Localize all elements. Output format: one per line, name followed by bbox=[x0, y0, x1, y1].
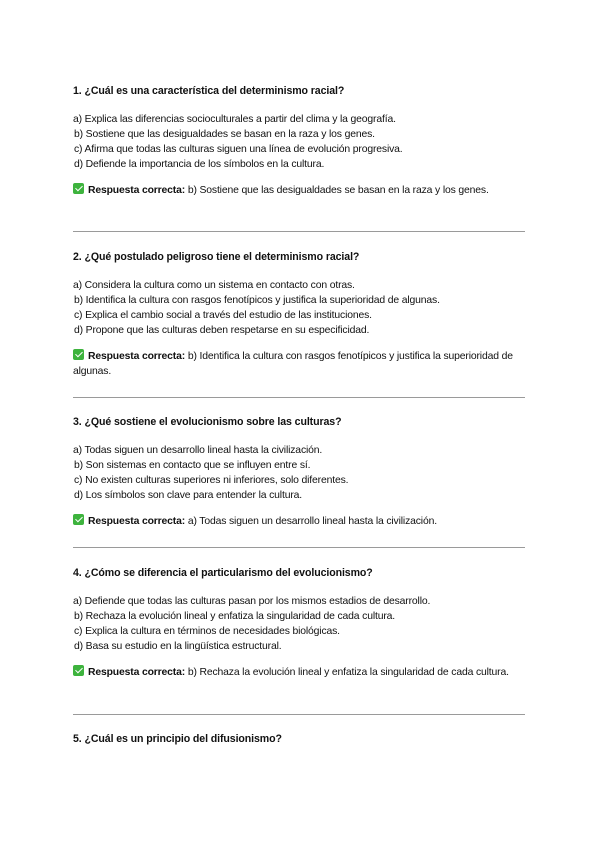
correct-answer bbox=[73, 349, 525, 379]
answer-text: b) Sostiene que las desigualdades se basan en la raza y los genes. bbox=[187, 185, 489, 196]
answer-text: a) Todas siguen un desarrollo lineal hasta la civilización. bbox=[187, 516, 437, 527]
check-mark-icon bbox=[73, 183, 84, 194]
check-mark-icon bbox=[73, 514, 84, 525]
option-b: b) Identifica la cultura con rasgos fenotípicos y justifica la superioridad de algunas. bbox=[74, 295, 440, 306]
question-4 bbox=[73, 566, 525, 680]
question-title: 2. ¿Qué postulado peligroso tiene el determinismo racial? bbox=[73, 251, 360, 263]
question-title: 4. ¿Cómo se diferencia el particularismo del evolucionismo? bbox=[73, 567, 373, 579]
option-a: a) Considera la cultura como un sistema en contacto con otras. bbox=[73, 280, 355, 291]
check-mark-icon bbox=[73, 665, 84, 676]
question-3 bbox=[73, 415, 525, 529]
answer-label: Respuesta correcta: bbox=[88, 351, 186, 362]
answer-text: b) Identifica la cultura con rasgos fenotípicos y justifica la superioridad de algunas. bbox=[73, 351, 513, 377]
check-mark-icon bbox=[73, 349, 84, 360]
question-1 bbox=[73, 84, 525, 198]
option-c: c) Explica la cultura en términos de necesidades biológicas. bbox=[74, 626, 340, 637]
correct-answer bbox=[73, 514, 525, 529]
answer-label: Respuesta correcta: bbox=[88, 667, 186, 678]
option-c: c) Explica el cambio social a través del estudio de las instituciones. bbox=[74, 310, 372, 321]
question-title: 5. ¿Cuál es un principio del difusionismo? bbox=[73, 733, 282, 745]
correct-answer bbox=[73, 665, 525, 680]
option-d: d) Basa su estudio en la lingüística estructural. bbox=[74, 641, 282, 652]
divider bbox=[73, 397, 525, 398]
question-title: 3. ¿Qué sostiene el evolucionismo sobre las culturas? bbox=[73, 416, 342, 428]
correct-answer bbox=[73, 183, 525, 198]
option-a: a) Defiende que todas las culturas pasan por los mismos estadios de desarrollo. bbox=[73, 596, 431, 607]
option-d: d) Propone que las culturas deben respetarse en su especificidad. bbox=[74, 325, 370, 336]
option-c: c) Afirma que todas las culturas siguen una línea de evolución progresiva. bbox=[74, 144, 403, 155]
option-a: a) Todas siguen un desarrollo lineal hasta la civilización. bbox=[73, 445, 323, 456]
question-5 bbox=[73, 732, 525, 760]
option-a: a) Explica las diferencias socioculturales a partir del clima y la geografía. bbox=[73, 114, 396, 125]
divider bbox=[73, 231, 525, 232]
option-c: c) No existen culturas superiores ni inferiores, solo diferentes. bbox=[74, 475, 349, 486]
option-b: b) Sostiene que las desigualdades se basan en la raza y los genes. bbox=[74, 129, 375, 140]
option-d: d) Defiende la importancia de los símbolos en la cultura. bbox=[74, 159, 325, 170]
answer-label: Respuesta correcta: bbox=[88, 185, 186, 196]
option-b: b) Rechaza la evolución lineal y enfatiza la singularidad de cada cultura. bbox=[74, 611, 396, 622]
question-2 bbox=[73, 250, 525, 379]
answer-label: Respuesta correcta: bbox=[88, 516, 186, 527]
option-d: d) Los símbolos son clave para entender la cultura. bbox=[74, 490, 303, 501]
question-title: 1. ¿Cuál es una característica del determinismo racial? bbox=[73, 85, 345, 97]
option-b: b) Son sistemas en contacto que se influyen entre sí. bbox=[74, 460, 311, 471]
divider bbox=[73, 714, 525, 715]
divider bbox=[73, 547, 525, 548]
answer-text: b) Rechaza la evolución lineal y enfatiza la singularidad de cada cultura. bbox=[187, 667, 509, 678]
